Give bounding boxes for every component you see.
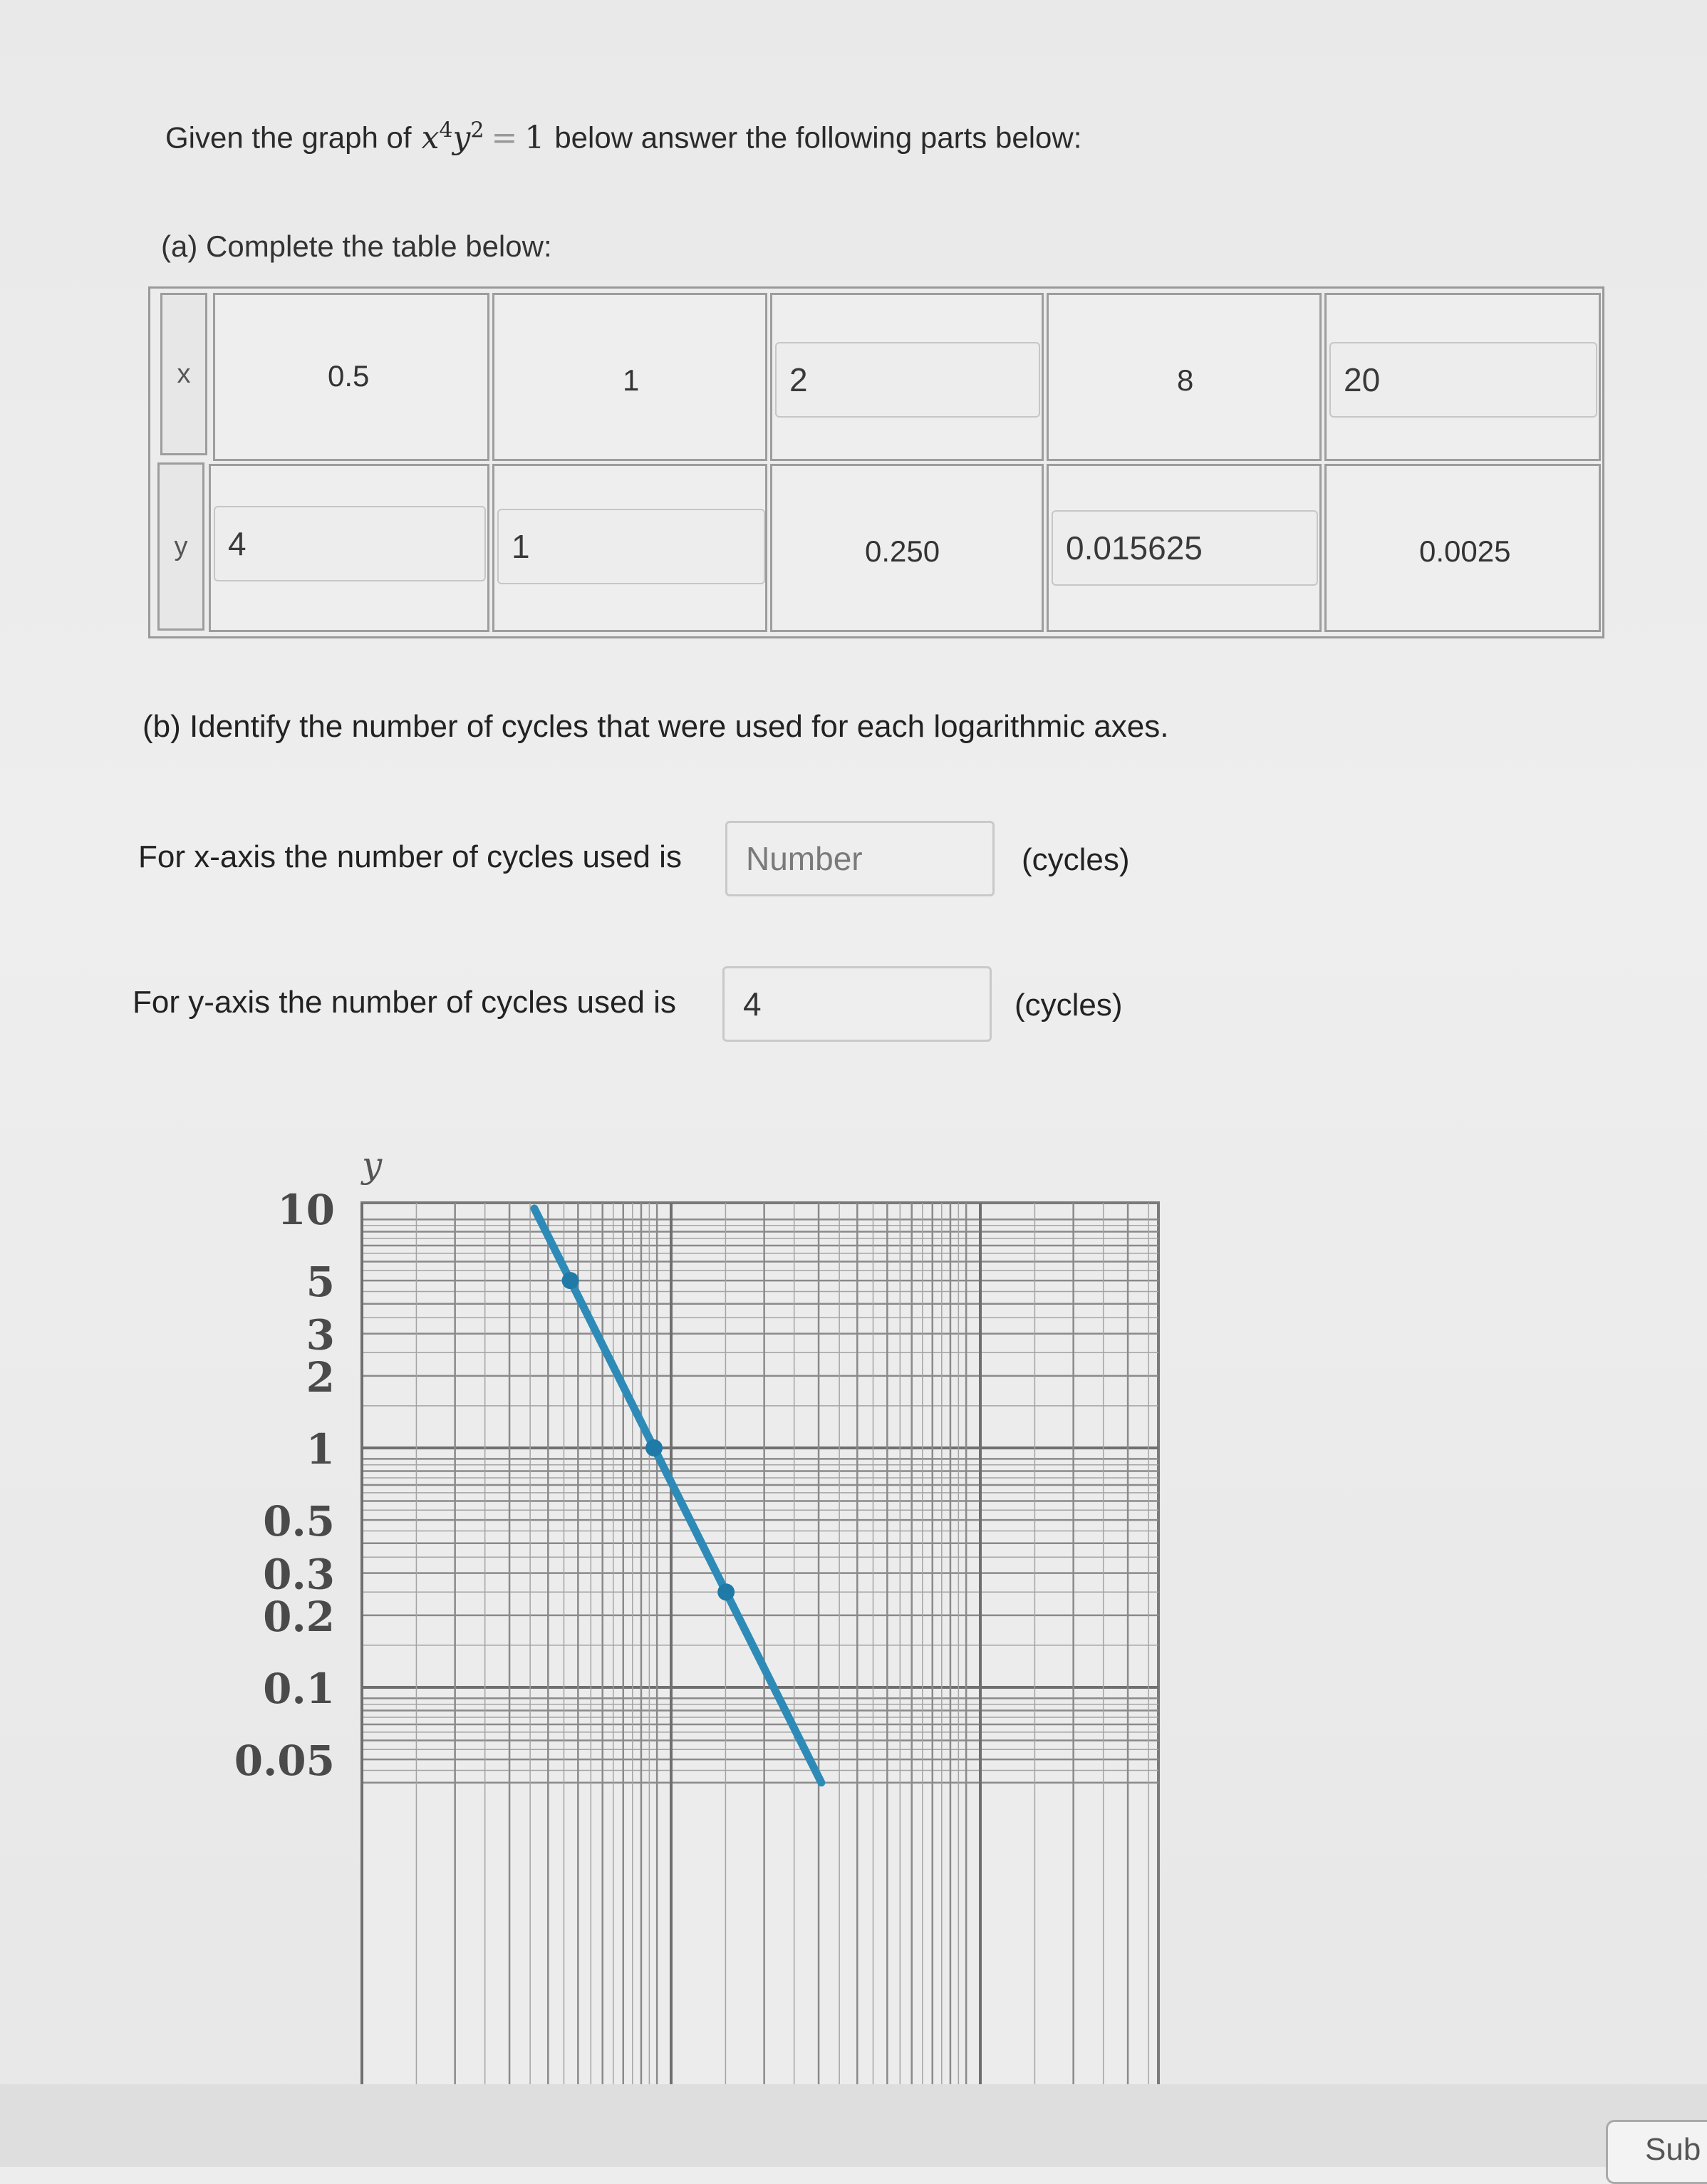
x-axis-cycles-prompt: For x-axis the number of cycles used is <box>138 839 682 874</box>
question-prefix: Given the graph of <box>165 120 412 155</box>
y-input-4[interactable]: 0.015625 <box>1052 510 1318 586</box>
y-tick-label: 2 <box>306 1352 335 1402</box>
y-tick-label: 0.3 <box>263 1550 335 1599</box>
x-value-1: 0.5 <box>328 359 370 393</box>
y-axis-cycles-unit: (cycles) <box>1015 988 1123 1023</box>
y-tick-label: 1 <box>306 1425 335 1474</box>
submit-button[interactable]: Sub <box>1606 2120 1707 2184</box>
y-axis-cycles-prompt: For y-axis the number of cycles used is <box>133 985 676 1020</box>
equation: $x^4y^2 = 1$ <box>421 118 545 156</box>
y-tick-label: 10 <box>277 1186 335 1234</box>
x-input-5[interactable]: 20 <box>1329 342 1597 418</box>
x-axis-cycles-input[interactable]: Number <box>725 821 995 896</box>
y-input-1[interactable]: 4 <box>214 506 486 581</box>
question-suffix: below answer the following parts below: <box>554 120 1082 155</box>
y-axis-label: y <box>362 1144 383 1186</box>
footer-bar <box>0 2084 1707 2167</box>
x-value-2: 1 <box>623 363 640 397</box>
y-tick-label: 0.2 <box>263 1592 335 1641</box>
y-tick-label: 0.1 <box>263 1665 335 1713</box>
data-point <box>717 1583 735 1600</box>
part-a-label: (a) Complete the table below: <box>161 229 552 263</box>
plot-area <box>362 1203 1158 2094</box>
y-tick-label: 0.5 <box>263 1497 335 1546</box>
x-header: x <box>160 293 207 455</box>
y-tick-label: 3 <box>306 1310 335 1360</box>
x-input-3[interactable]: 2 <box>775 342 1040 418</box>
part-b-label: (b) Identify the number of cycles that were used for each logarithmic axes. <box>142 709 1169 744</box>
y-value-5: 0.0025 <box>1419 534 1511 568</box>
y-axis-cycles-input[interactable]: 4 <box>722 966 992 1042</box>
y-tick-label: 5 <box>306 1258 335 1307</box>
y-header: y <box>157 462 204 631</box>
data-point <box>645 1439 663 1456</box>
y-input-2[interactable]: 1 <box>497 509 765 584</box>
x-value-4: 8 <box>1177 363 1194 397</box>
data-point <box>562 1272 579 1289</box>
x-axis-cycles-unit: (cycles) <box>1022 842 1130 877</box>
y-value-3: 0.250 <box>865 534 940 568</box>
y-tick-label: 0.05 <box>234 1737 335 1786</box>
